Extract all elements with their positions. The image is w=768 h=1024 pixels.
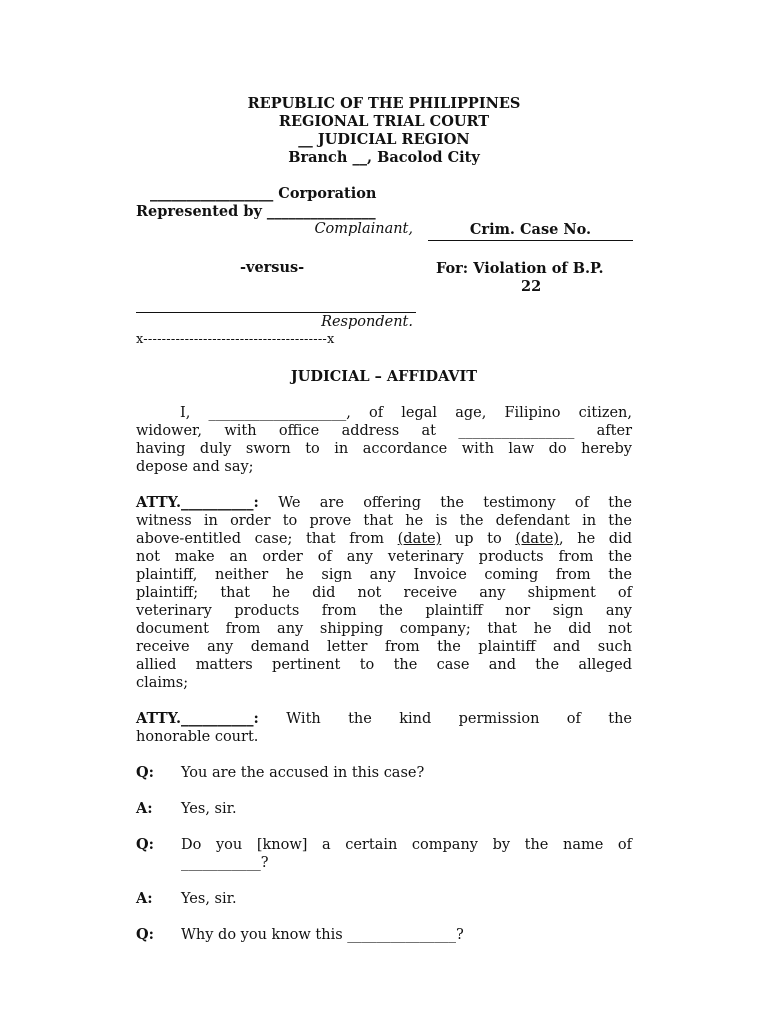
header-court: REGIONAL TRIAL COURT: [278, 113, 490, 130]
qa-text: Do you [know] a certain company by the name of: [181, 837, 632, 853]
para1-line: claims;: [136, 675, 189, 691]
atty-label: ATTY.__________:: [136, 494, 259, 511]
para1-line: witness in order to prove that he is the defendant in the: [136, 513, 632, 529]
para1-line: ATTY.__________: We are offering the testimony of the: [136, 494, 632, 511]
header-region: __ JUDICIAL REGION: [298, 131, 470, 148]
case-no-rule: [428, 240, 633, 241]
intro-line: I, ___________________, of legal age, Filipino citizen,: [180, 405, 632, 421]
atty-statement-1: [136, 494, 632, 692]
header-republic: REPUBLIC OF THE PHILIPPINES: [247, 95, 521, 112]
intro-line: widower, with office address at ________________ after: [136, 423, 632, 439]
qa-label: A:: [136, 800, 153, 817]
para1-line: above-entitled case; that from (date) up to (date), he did: [136, 531, 632, 547]
para1-line: allied matters pertinent to the case and the alleged: [136, 657, 632, 673]
caption-versus: -versus-: [240, 259, 305, 276]
para1-line: plaintiff; that he did not receive any shipment of: [136, 585, 632, 601]
caption-violation: For: Violation of B.P.: [436, 260, 604, 277]
caption-violation-number: 22: [521, 278, 542, 295]
caption-complainant: Complainant,: [314, 221, 413, 237]
caption-corporation: _________________ Corporation: [150, 185, 377, 202]
qa-text: ___________?: [181, 855, 269, 871]
caption-represented-by: Represented by _______________: [136, 203, 376, 220]
header-branch: Branch __, Bacolod City: [288, 149, 480, 166]
para2-line: honorable court.: [136, 729, 259, 745]
atty-label: ATTY.__________:: [136, 710, 259, 727]
document-title: JUDICIAL – AFFIDAVIT: [290, 368, 478, 385]
caption-case-no: Crim. Case No.: [469, 221, 592, 238]
qa-text: You are the accused in this case?: [181, 765, 425, 781]
qa-text: Yes, sir.: [181, 801, 237, 817]
respondent-rule: [136, 312, 416, 313]
date-placeholder: (date): [397, 531, 442, 547]
para1-line: receive any demand letter from the plaintiff and such: [136, 639, 632, 655]
para1-line: plaintiff, neither he sign any Invoice coming from the: [136, 567, 632, 583]
para1-line: document from any shipping company; that he did not: [136, 621, 632, 637]
intro-paragraph: [136, 404, 632, 476]
intro-line: depose and say;: [136, 459, 254, 475]
para1-line: not make an order of any veterinary products from the: [136, 549, 632, 565]
caption-respondent: Respondent.: [321, 314, 413, 330]
caption-separator: x----------------------------------------x: [136, 332, 335, 347]
para1-line: veterinary products from the plaintiff nor sign any: [136, 603, 632, 619]
atty-statement-2: [136, 710, 632, 746]
date-placeholder: (date): [515, 531, 560, 547]
qa-text: Why do you know this _______________?: [181, 927, 464, 943]
intro-line: having duly sworn to in accordance with law do hereby: [136, 441, 632, 457]
qa-label: Q:: [136, 836, 154, 853]
qa-label: Q:: [136, 764, 154, 781]
qa-label: Q:: [136, 926, 154, 943]
qa-text: Yes, sir.: [181, 891, 237, 907]
qa-label: A:: [136, 890, 153, 907]
para2-line: ATTY.__________: With the kind permission of the: [136, 710, 632, 727]
